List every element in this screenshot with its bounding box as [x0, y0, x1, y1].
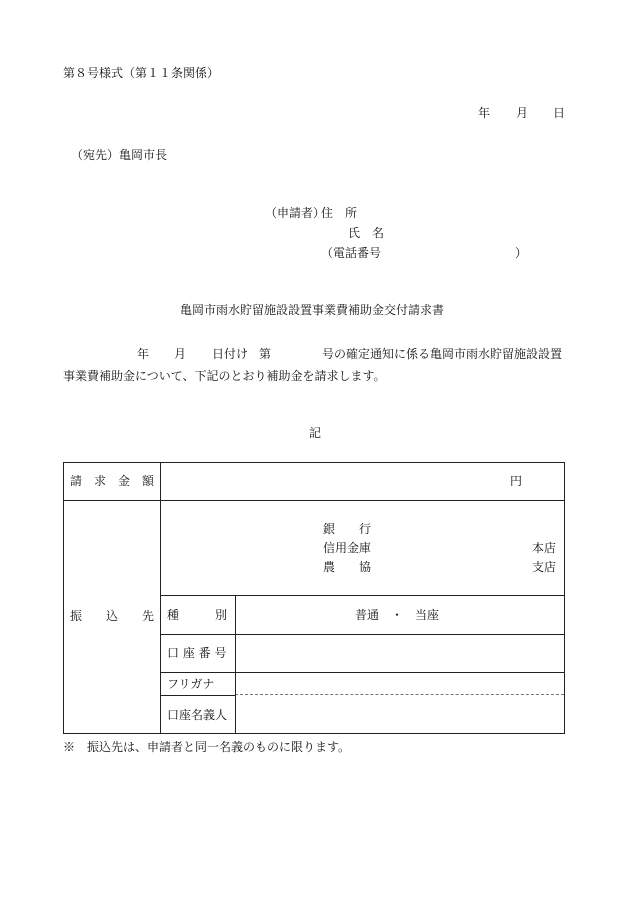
- row-divider-bank: [160, 595, 564, 596]
- body-line2: 事業費補助金について、下記のとおり補助金を請求します。: [63, 369, 386, 383]
- amount-input[interactable]: [235, 466, 505, 496]
- amount-label: 請 求 金 額: [70, 474, 155, 488]
- body-day-dated: 日付け: [212, 347, 249, 361]
- transfer-table: [63, 462, 565, 734]
- body-month: 月: [174, 347, 187, 361]
- account-holder-input[interactable]: [238, 698, 560, 730]
- addressee: （宛先）亀岡市長: [71, 148, 168, 162]
- row-divider-amount: [63, 500, 564, 501]
- furigana-input[interactable]: [238, 675, 560, 693]
- document-title: 亀岡市雨水貯留施設設置事業費補助金交付請求書: [180, 303, 445, 317]
- credit-union-label: 信用金庫: [323, 541, 372, 555]
- transfer-label: 振 込 先: [70, 609, 155, 623]
- row-divider-account: [160, 672, 564, 673]
- footnote: ※ 振込先は、申請者と同一名義のものに限ります。: [63, 740, 351, 754]
- bank-label: 銀 行: [323, 522, 372, 536]
- phone-label: （電話番号: [321, 246, 382, 260]
- date-year-label: 年: [478, 106, 491, 120]
- ki-heading: 記: [309, 426, 322, 440]
- col-divider-left: [160, 462, 161, 733]
- account-type-options[interactable]: 普通 ・ 当座: [355, 608, 440, 622]
- row-divider-furigana-dotted: [235, 694, 564, 695]
- date-month-label: 月: [516, 106, 529, 120]
- col-divider-inner: [235, 595, 236, 733]
- address-label: 住 所: [321, 206, 358, 220]
- furigana-label: フリガナ: [167, 677, 215, 691]
- applicant-label: （申請者）: [265, 206, 326, 220]
- body-line1-rest: 号の確定通知に係る亀岡市雨水貯留施設設置: [322, 347, 563, 361]
- body-year: 年: [137, 347, 150, 361]
- head-office-label: 本店: [532, 541, 557, 555]
- account-number-label: 口 座 番 号: [167, 646, 227, 660]
- row-divider-furigana: [160, 695, 235, 696]
- body-dai: 第: [259, 347, 272, 361]
- name-label: 氏 名: [348, 226, 385, 240]
- agri-coop-label: 農 協: [323, 560, 372, 574]
- form-number: 第８号様式（第１１条関係）: [63, 66, 220, 80]
- branch-label: 支店: [532, 560, 557, 574]
- account-number-input[interactable]: [238, 638, 560, 668]
- row-divider-type: [160, 634, 564, 635]
- account-type-label: 種 別: [167, 608, 228, 622]
- date-day-label: 日: [553, 106, 566, 120]
- account-holder-label: 口座名義人: [167, 708, 228, 722]
- phone-close-paren: ）: [515, 246, 528, 260]
- yen-unit: 円: [510, 474, 523, 488]
